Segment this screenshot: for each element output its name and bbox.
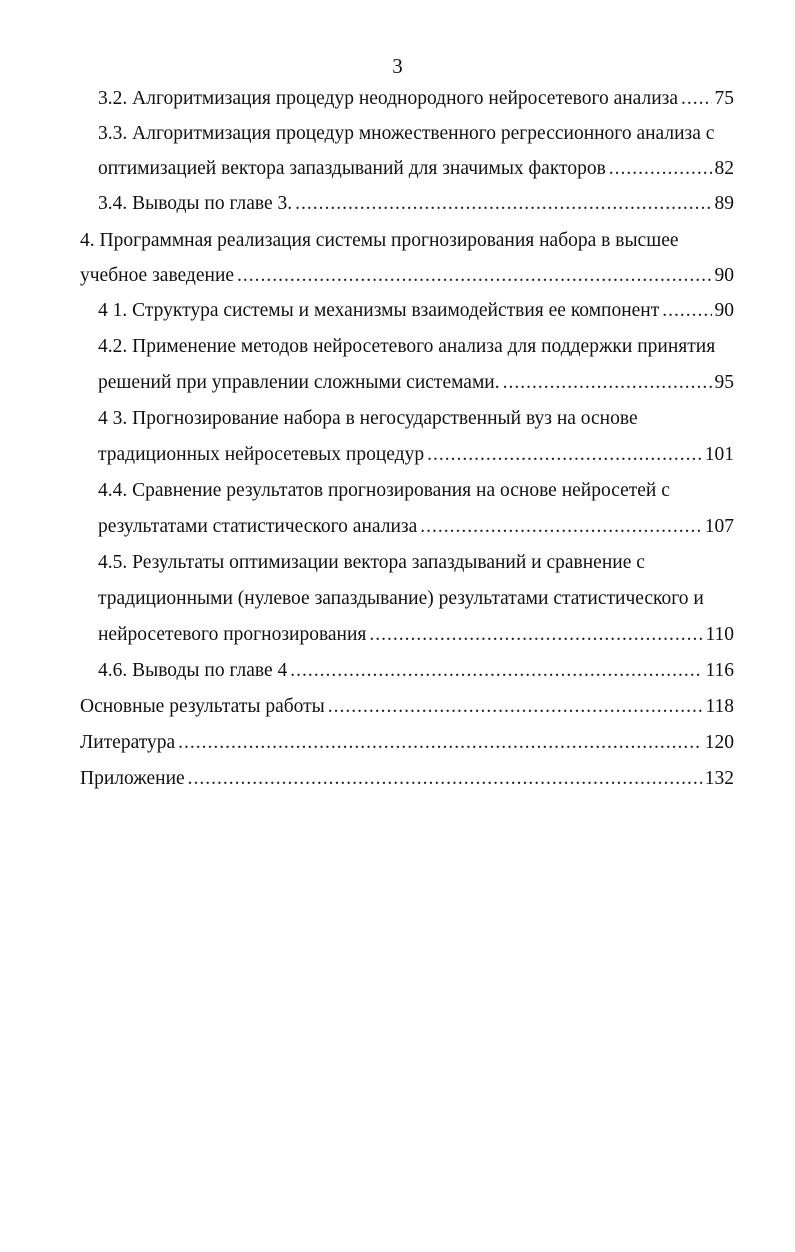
dot-leader [609,152,712,186]
toc-entry-title: 4.5. Результаты оптимизации вектора запаздываний и сравнение с [98,552,645,573]
dot-leader [427,438,702,472]
toc-entry-title: 4.6. Выводы по главе 4 [98,660,288,681]
toc-entry-literature [80,726,734,760]
toc-entry-title: Литература [80,732,176,753]
dot-leader [420,510,702,544]
dot-leader [503,366,712,400]
toc-entry-page: 90 [714,300,734,321]
toc-entry-4-2 [98,366,734,400]
toc-entry-4-3 [98,438,734,472]
toc-entry-4-5-line2 [98,582,734,616]
toc-entry-4-2-line1 [98,330,734,364]
toc-entry-title-cont: нейросетевого прогнозирования [98,624,367,645]
dot-leader [188,762,702,796]
toc-entry-3-3-line1 [98,117,734,151]
toc-entry-4-3-line1 [98,402,734,436]
toc-entry-page: 90 [714,265,734,286]
toc-entry-title-cont: результатами статистического анализа [98,516,418,537]
toc-entry-page: 75 [714,88,734,109]
toc-entry-appendix [80,762,734,796]
toc-entry-title-cont: учебное заведение [80,265,235,286]
toc-entry-page: 120 [704,732,734,753]
toc-entry-chapter-4-line1 [80,224,734,258]
toc-entry-page: 82 [714,158,734,179]
toc-entry-title-cont: традиционными (нулевое запаздывание) результатами статистического и [98,588,704,609]
toc-entry-title: 4 1. Структура системы и механизмы взаимодействия ее компонент [98,300,660,321]
toc-entry-title: 4.2. Применение методов нейросетевого анализа для поддержки принятия [98,336,716,357]
toc-entry-page: 118 [705,696,734,717]
toc-entry-page: 89 [714,193,734,214]
toc-entry-4-5 [98,618,734,652]
dot-leader [295,187,711,221]
dot-leader [681,82,711,116]
toc-entry-3-3 [98,152,734,186]
toc-entry-title-cont: традиционных нейросетевых процедур [98,444,425,465]
dot-leader [237,259,711,293]
toc-entry-title: 4.4. Сравнение результатов прогнозирования на основе нейросетей с [98,480,670,501]
toc-entry-title: 4. Программная реализация системы прогнозирования набора в высшее [80,230,679,251]
toc-entry-3-4 [98,187,734,221]
toc-entry-page: 101 [704,444,734,465]
toc-entry-page: 110 [705,624,734,645]
dot-leader [178,726,702,760]
dot-leader [662,294,711,328]
toc-entry-title: Основные результаты работы [80,696,325,717]
toc-entry-title-cont: оптимизацией вектора запаздываний для значимых факторов [98,158,606,179]
dot-leader [290,654,702,688]
toc-entry-4-5-line1 [98,546,734,580]
toc-entry-3-2 [98,82,734,116]
toc-entry-title: 3.2. Алгоритмизация процедур неоднородного нейросетевого анализа [98,88,679,109]
toc-entry-title-cont: решений при управлении сложными системами. [98,372,500,393]
toc-entry-main-results [80,690,734,724]
dot-leader [369,618,702,652]
toc-entry-page: 95 [714,372,734,393]
page-number: 3 [392,54,403,78]
toc-entry-4-1 [98,294,734,328]
toc-entry-title: 4 3. Прогнозирование набора в негосударственный вуз на основе [98,408,638,429]
toc-entry-page: 107 [704,516,734,537]
toc-entry-4-6 [98,654,734,688]
toc-entry-chapter-4 [80,259,734,293]
dot-leader [328,690,703,724]
toc-entry-page: 116 [705,660,734,681]
toc-entry-title: Приложение [80,768,185,789]
toc-entry-4-4 [98,510,734,544]
toc-entry-title: 3.3. Алгоритмизация процедур множественного регрессионного анализа с [98,123,715,144]
toc-entry-title: 3.4. Выводы по главе 3. [98,193,293,214]
toc-entry-4-4-line1 [98,474,734,508]
toc-entry-page: 132 [704,768,734,789]
